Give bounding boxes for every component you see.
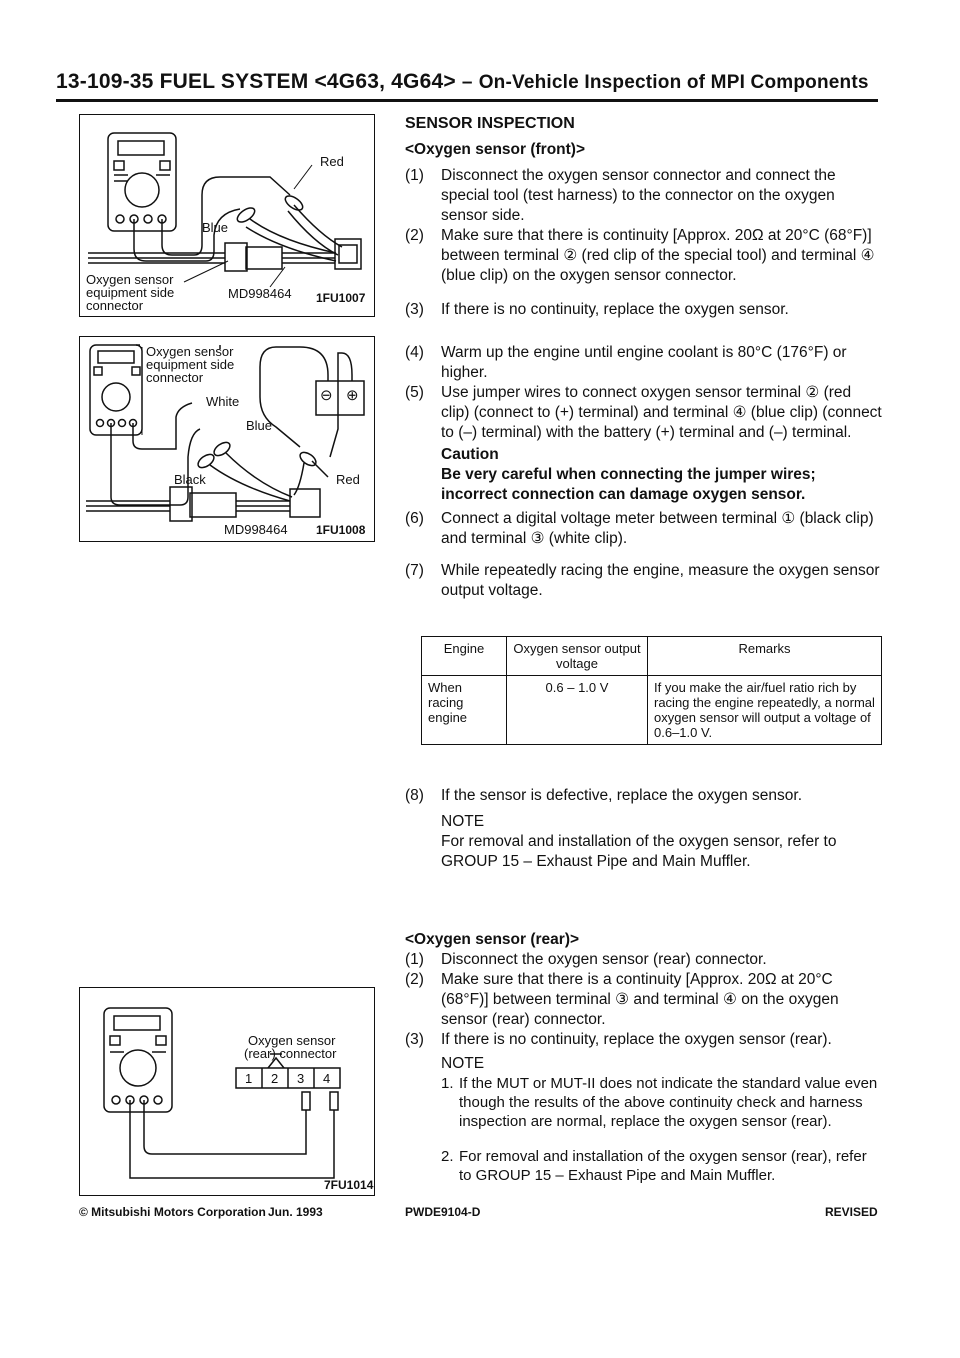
label-red: Red (336, 472, 360, 487)
footer-status: REVISED (825, 1205, 878, 1219)
label-oxygen-sensor: Oxygen sensor (86, 272, 174, 287)
table-row (422, 676, 882, 745)
label-equipment-side: equipment side (146, 357, 235, 372)
front-sensor-section-c (405, 786, 883, 872)
table-header-row (422, 637, 882, 676)
label-white: White (206, 394, 240, 409)
list-item: (3) If there is no continuity, replace the oxygen sensor (rear). (405, 1031, 832, 1048)
pin-3: 3 (297, 1071, 305, 1086)
note-item: 2. For removal and installation of the oxygen sensor (rear), refer to GROUP 15 – Exhaust Pipe and Main Muffler. (441, 1148, 867, 1184)
table-header: Engine (422, 637, 507, 676)
table-cell: 0.6 – 1.0 V (507, 676, 648, 745)
figure-code: 1FU1007 (316, 291, 366, 305)
front-sensor-heading: <Oxygen sensor (front)> (405, 141, 586, 158)
battery-plus-icon: ⊕ (346, 387, 359, 404)
table-header: Remarks (648, 637, 882, 676)
header-dash: – (461, 72, 473, 93)
caution-label: Caution (441, 446, 499, 463)
battery-minus-icon: ⊖ (320, 387, 333, 404)
label-red: Red (320, 154, 344, 169)
label-connector: connector (146, 370, 204, 385)
front-sensor-section-b (405, 343, 883, 601)
table-header: Oxygen sensor output voltage (507, 637, 648, 676)
footer-date: Jun. 1993 (268, 1205, 323, 1219)
header-rule (56, 99, 878, 102)
list-item: (3) If there is no continuity, replace the oxygen sensor. (405, 301, 789, 318)
list-item: (2) Make sure that there is continuity [Approx. 20Ω at 20°C (68°F)] between terminal ② (red clip of the special tool) and terminal ④ (blue clip) on the oxygen sensor connector. (405, 227, 875, 284)
section-title: FUEL SYSTEM <4G63, 4G64> (159, 70, 456, 93)
list-item: (7) While repeatedly racing the engine, measure the oxygen sensor output voltage. (405, 562, 880, 599)
footer-copyright: © Mitsubishi Motors Corporation (79, 1205, 266, 1219)
note-item: 1. If the MUT or MUT-II does not indicate the standard value even though the results of the above continuity check and harness inspection are normal, replace the oxygen sensor (rear). (441, 1075, 878, 1130)
note-text: For removal and installation of the oxygen sensor, refer to GROUP 15 – Exhaust Pipe and Main Muffler. (441, 833, 837, 870)
label-rear-connector: (rear) connector (244, 1046, 337, 1061)
header-subtitle: On-Vehicle Inspection of MPI Components (478, 72, 869, 93)
label-equipment-side: equipment side (86, 285, 175, 300)
table-cell: If you make the air/fuel ratio rich by racing the engine repeatedly, a normal oxygen sensor will output a voltage of 0.6–1.0 V. (648, 676, 882, 745)
rear-sensor-diagram (80, 988, 376, 1197)
label-special-tool: MD998464 (224, 522, 288, 537)
list-item: (6) Connect a digital voltage meter between terminal ① (black clip) and terminal ③ (white clip). (405, 510, 874, 547)
caution-text: Be very careful when connecting the jumper wires; incorrect connection can damage oxygen sensor. (441, 466, 816, 503)
list-item: (1) Disconnect the oxygen sensor connector and connect the special tool (test harness) to the connector on the oxygen sensor side. (405, 167, 836, 224)
page-header (56, 70, 878, 100)
label-oxygen-sensor: Oxygen sensor (146, 344, 234, 359)
label-oxygen-sensor: Oxygen sensor (248, 1033, 336, 1048)
section-heading: SENSOR INSPECTION (405, 115, 575, 132)
label-blue: Blue (202, 220, 229, 235)
list-item: (1) Disconnect the oxygen sensor (rear) connector. (405, 951, 767, 968)
figure-code: 1FU1008 (316, 523, 366, 537)
note-label: NOTE (441, 1055, 485, 1072)
table-cell: When racing engine (422, 676, 507, 745)
list-item: (4) Warm up the engine until engine coolant is 80°C (176°F) or higher. (405, 344, 847, 381)
list-item: (2) Make sure that there is a continuity [Approx. 20Ω at 20°C (68°F)] between terminal ③ and terminal ④ on the oxygen sensor (rear) connector. (405, 971, 839, 1028)
figure-front-continuity (79, 114, 375, 317)
list-item: (5) Use jumper wires to connect oxygen sensor terminal ② (red clip) (connect to (+) terminal) and terminal ④ (blue clip) (connect to (–) terminal) with the battery (+) terminal and (–) terminal. (405, 384, 882, 441)
footer-doc-code: PWDE9104-D (405, 1205, 481, 1219)
page-number: 13-109-35 (56, 70, 154, 93)
figure-code: 7FU1014 (324, 1178, 374, 1192)
list-item: (8) If the sensor is defective, replace the oxygen sensor. (405, 787, 803, 804)
label-black: Black (174, 472, 206, 487)
figure-front-voltage (79, 336, 375, 542)
label-connector: connector (86, 298, 144, 313)
rear-sensor-heading: <Oxygen sensor (rear)> (405, 931, 580, 948)
pin-1: 1 (245, 1071, 253, 1086)
rear-sensor-section (405, 930, 883, 1185)
figure-rear-continuity (79, 987, 375, 1196)
label-special-tool: MD998464 (228, 286, 292, 301)
pin-4: 4 (323, 1071, 331, 1086)
label-blue: Blue (246, 418, 273, 433)
front-sensor-section (405, 114, 883, 320)
pin-2: 2 (271, 1071, 279, 1086)
output-voltage-table (421, 636, 882, 745)
note-label: NOTE (441, 813, 485, 830)
